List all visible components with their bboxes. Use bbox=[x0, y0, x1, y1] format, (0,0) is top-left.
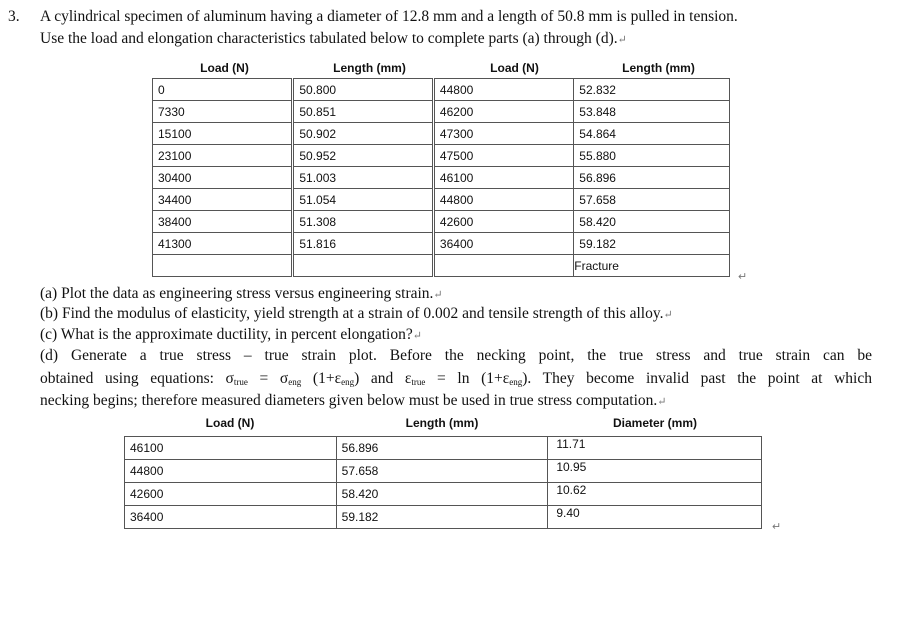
table-cell: 50.902 bbox=[293, 123, 434, 145]
paragraph-mark-icon bbox=[738, 270, 747, 283]
paragraph-mark-icon bbox=[657, 396, 666, 408]
table-cell: 55.880 bbox=[574, 145, 730, 167]
table-cell: 0 bbox=[153, 79, 293, 101]
table-cell: Fracture bbox=[574, 255, 730, 277]
table-cell: 34400 bbox=[153, 189, 293, 211]
table-cell: 44800 bbox=[433, 79, 573, 101]
table-cell: 47300 bbox=[433, 123, 573, 145]
table-cell bbox=[433, 255, 573, 277]
table-cell: 56.896 bbox=[574, 167, 730, 189]
table-row bbox=[125, 460, 762, 483]
table-row bbox=[153, 167, 730, 189]
question-d-line-3: necking begins; therefore measured diameters given below must be used in true stress computation.↵ bbox=[40, 392, 666, 410]
table-cell: 9.40 bbox=[548, 506, 762, 529]
table-row bbox=[125, 437, 762, 460]
table-cell: 42600 bbox=[125, 483, 337, 506]
load-length-table bbox=[152, 78, 730, 277]
table-cell: 38400 bbox=[153, 211, 293, 233]
table-cell: 51.054 bbox=[293, 189, 434, 211]
table-cell: 50.800 bbox=[293, 79, 434, 101]
table-cell: 41300 bbox=[153, 233, 293, 255]
t2-header-load: Load (N) bbox=[205, 416, 255, 430]
paragraph-mark-icon bbox=[663, 309, 672, 321]
table-cell: 47500 bbox=[433, 145, 573, 167]
table-cell: 10.62 bbox=[548, 483, 762, 506]
table-cell: 57.658 bbox=[336, 460, 548, 483]
table-cell: 44800 bbox=[125, 460, 337, 483]
t2-header-diameter: Diameter (mm) bbox=[612, 416, 698, 430]
table-row bbox=[153, 211, 730, 233]
question-d-line-2: obtained using equations: $\sigma_{true} = \sigma_{eng}$ $(1+\varepsilon_{eng})$ and $\varepsilon_{true} = \ln (1+\varepsilon_{eng})$. They become invalid past the point at which bbox=[40, 370, 872, 387]
table-cell: 7330 bbox=[153, 101, 293, 123]
table-cell: 54.864 bbox=[574, 123, 730, 145]
t1-header-length-2: Length (mm) bbox=[622, 61, 695, 75]
table-row bbox=[125, 483, 762, 506]
paragraph-mark-icon bbox=[413, 330, 422, 342]
table-cell: 59.182 bbox=[574, 233, 730, 255]
table-cell: 51.308 bbox=[293, 211, 434, 233]
table-cell: 30400 bbox=[153, 167, 293, 189]
table-row bbox=[153, 123, 730, 145]
t2-header-length: Length (mm) bbox=[405, 416, 479, 430]
question-b: (b) Find the modulus of elasticity, yield strength at a strain of 0.002 and tensile strength of this alloy.↵ bbox=[40, 305, 673, 323]
t1-header-length-1: Length (mm) bbox=[333, 61, 406, 75]
table-row bbox=[153, 233, 730, 255]
table-cell: 36400 bbox=[125, 506, 337, 529]
true-stress-table bbox=[124, 436, 762, 529]
table-cell: 42600 bbox=[433, 211, 573, 233]
table-cell: 58.420 bbox=[336, 483, 548, 506]
t1-header-load-1: Load (N) bbox=[200, 61, 249, 75]
table-row bbox=[153, 79, 730, 101]
table-cell: 15100 bbox=[153, 123, 293, 145]
table-cell: 11.71 bbox=[548, 437, 762, 460]
question-a: (a) Plot the data as engineering stress versus engineering strain.↵ bbox=[40, 285, 443, 303]
table-cell: 44800 bbox=[433, 189, 573, 211]
intro-line-1: A cylindrical specimen of aluminum having a diameter of 12.8 mm and a length of 50.8 mm is pulled in tension. bbox=[40, 8, 738, 25]
table-row bbox=[153, 101, 730, 123]
paragraph-mark-icon bbox=[433, 289, 442, 301]
table-cell: 58.420 bbox=[574, 211, 730, 233]
table-cell: 56.896 bbox=[336, 437, 548, 460]
table-cell: 59.182 bbox=[336, 506, 548, 529]
table-cell: 10.95 bbox=[548, 460, 762, 483]
table-cell: 23100 bbox=[153, 145, 293, 167]
table-row bbox=[153, 255, 730, 277]
paragraph-mark-icon bbox=[618, 34, 627, 46]
table-row bbox=[153, 145, 730, 167]
table-cell: 50.952 bbox=[293, 145, 434, 167]
table-cell bbox=[153, 255, 293, 277]
problem-number: 3. bbox=[8, 8, 20, 25]
table-cell: 46100 bbox=[125, 437, 337, 460]
t1-header-load-2: Load (N) bbox=[490, 61, 539, 75]
table-cell: 51.003 bbox=[293, 167, 434, 189]
table-cell: 53.848 bbox=[574, 101, 730, 123]
question-c: (c) What is the approximate ductility, in percent elongation?↵ bbox=[40, 326, 422, 344]
table-cell: 50.851 bbox=[293, 101, 434, 123]
table-row bbox=[125, 506, 762, 529]
table-row bbox=[153, 189, 730, 211]
table-cell: 46200 bbox=[433, 101, 573, 123]
question-d-line-1: (d) Generate a true stress – true strain plot. Before the necking point, the true stress and true strain can be bbox=[40, 347, 872, 364]
paragraph-mark-icon bbox=[772, 520, 781, 533]
table-cell: 36400 bbox=[433, 233, 573, 255]
table-cell: 57.658 bbox=[574, 189, 730, 211]
table-cell: 51.816 bbox=[293, 233, 434, 255]
table-cell: 52.832 bbox=[574, 79, 730, 101]
intro-line-2: Use the load and elongation characteristics tabulated below to complete parts (a) through (d).↵ bbox=[40, 30, 627, 48]
table-cell bbox=[293, 255, 434, 277]
table-cell: 46100 bbox=[433, 167, 573, 189]
